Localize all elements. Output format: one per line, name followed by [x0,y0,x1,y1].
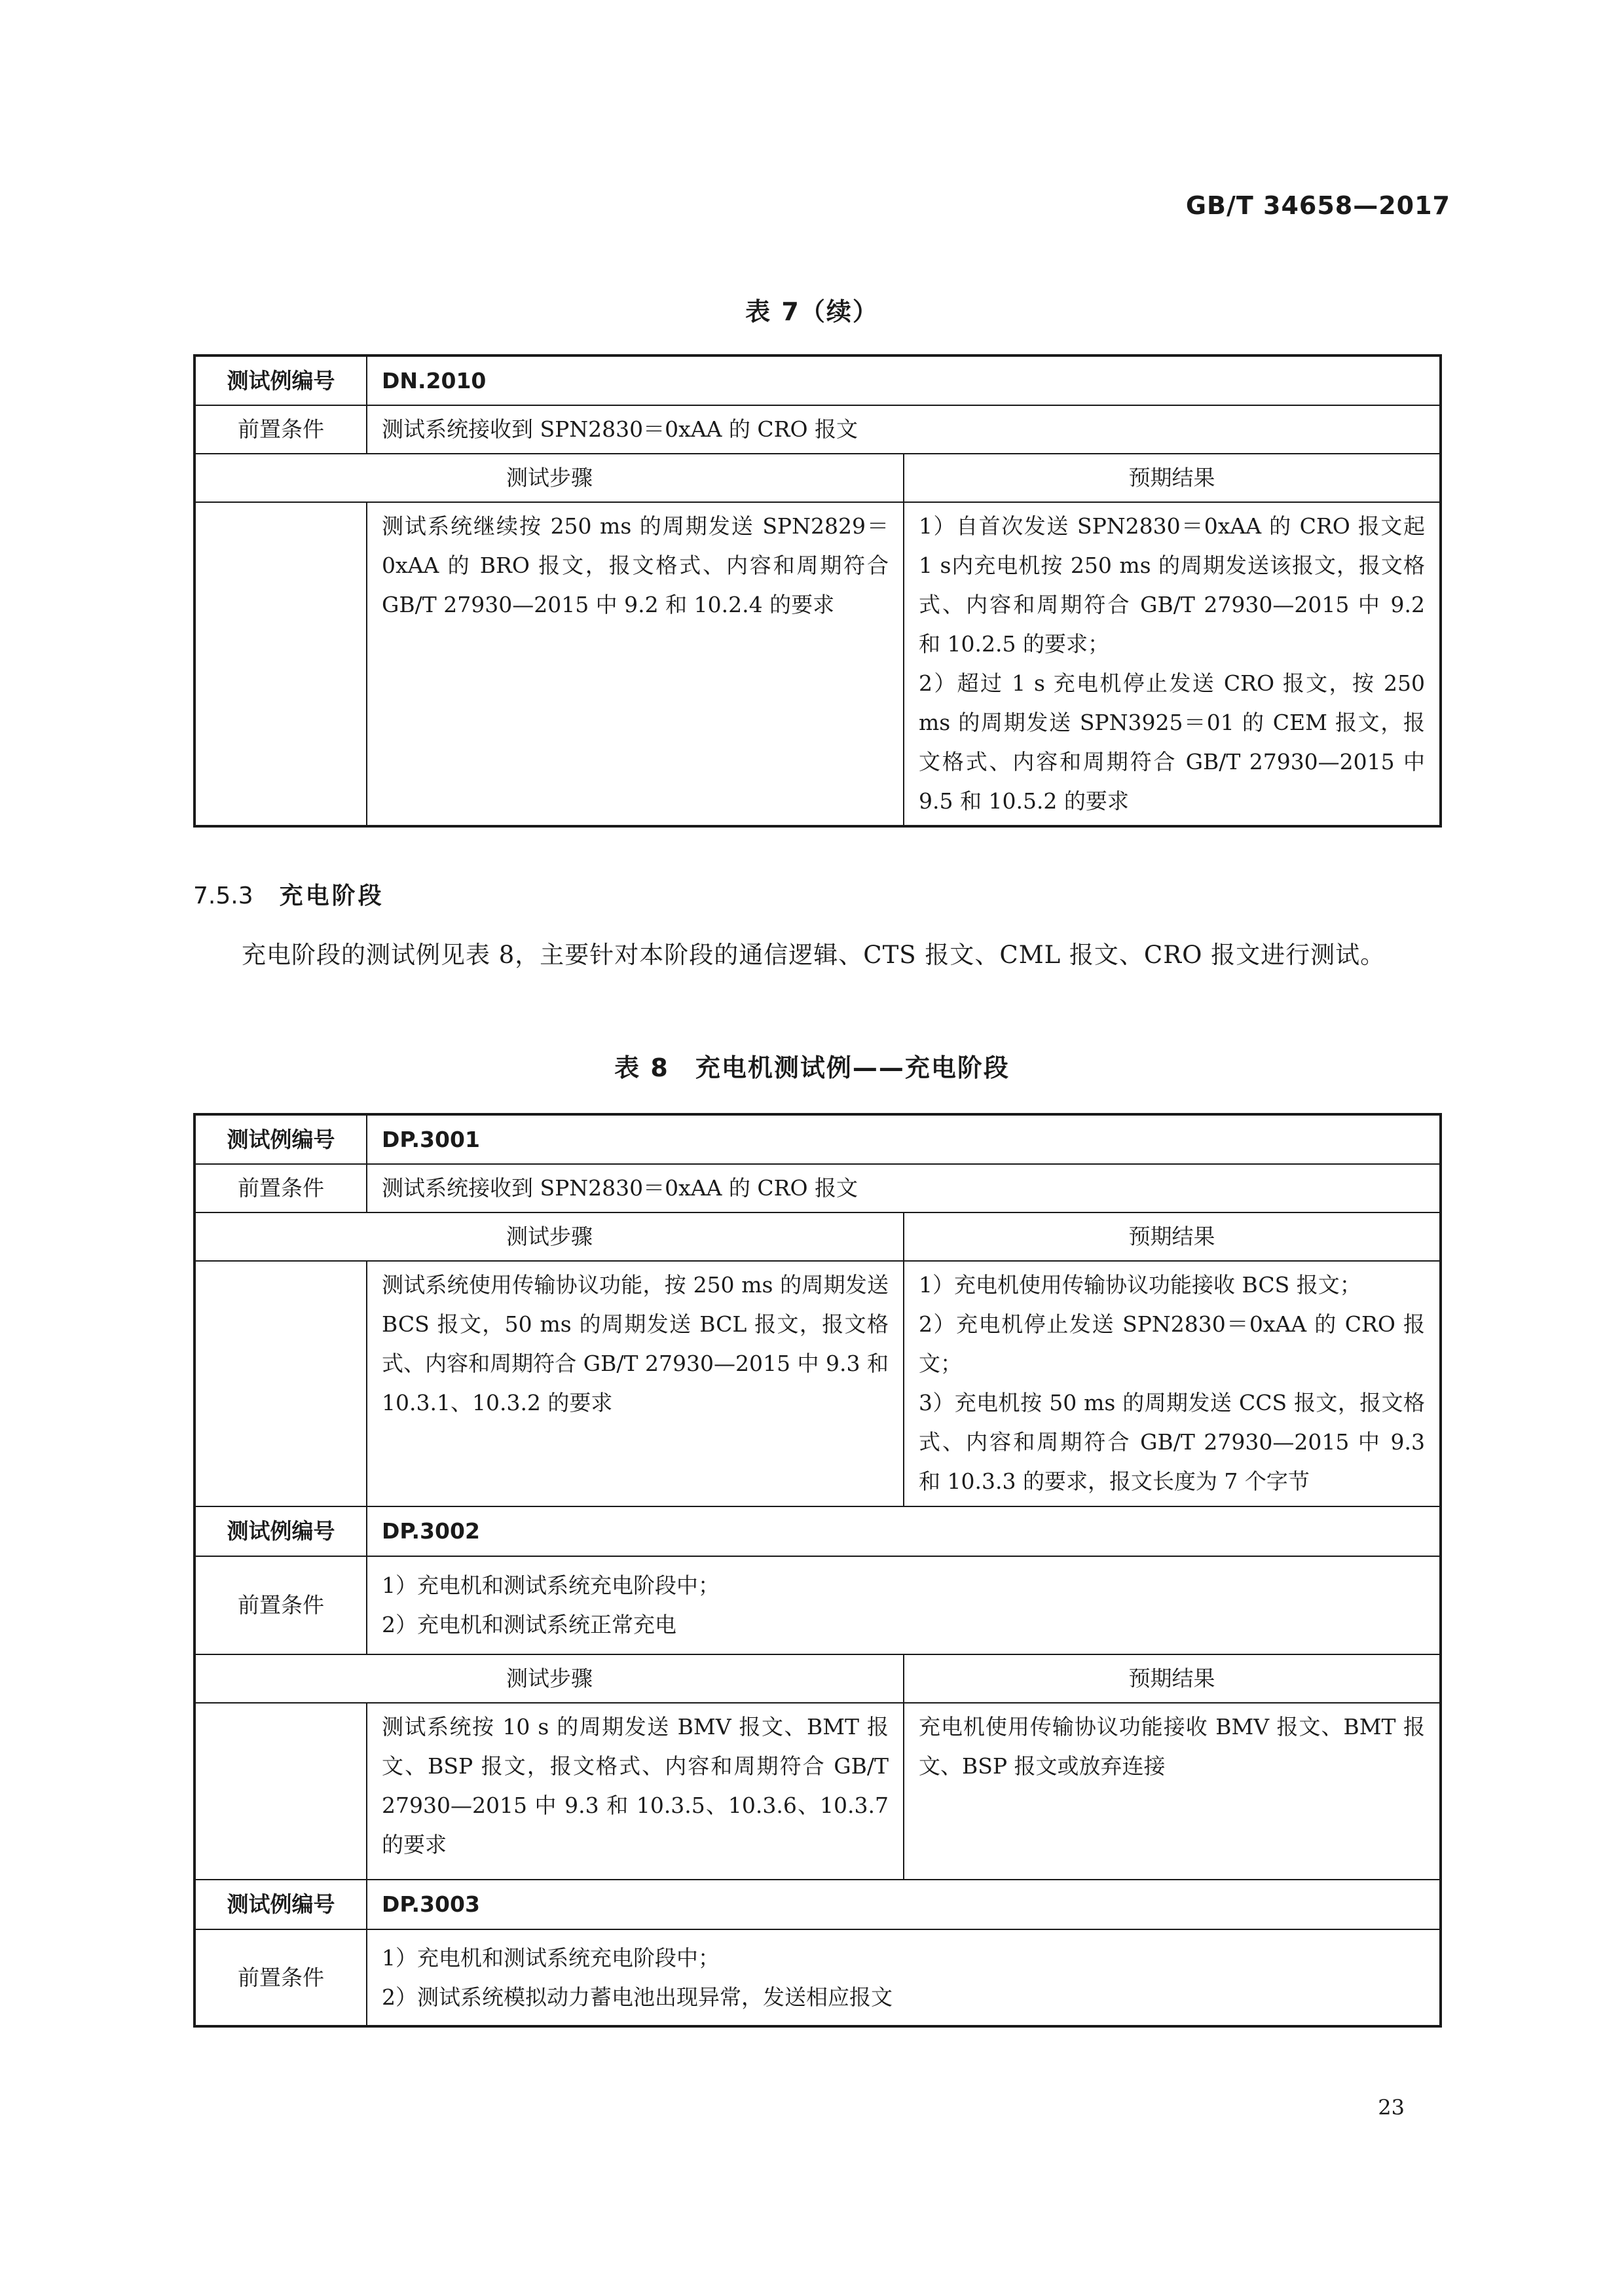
expected-item: 2）超过 1 s 充电机停止发送 CRO 报文，按 250 ms 的周期发送 SPN3925＝01 的 CEM 报文，报文格式、内容和周期符合 GB/T 27930—2015 中 9.5 和 10.5.2 的要求 [919,670,1425,814]
table-row [194,1212,1441,1261]
steps-label: 测试步骤 [194,1212,904,1261]
precondition [367,1556,1441,1654]
case-id: DP.3002 [367,1506,1441,1556]
table-row [194,454,1441,502]
case-id: DN.2010 [367,355,1441,405]
expected-item: 1）充电机使用传输协议功能接收 BCS 报文； [919,1272,1361,1298]
expected-item: 3）充电机按 50 ms 的周期发送 CCS 报文，报文格式、内容和周期符合 GB/T 27930—2015 中 9.3 和 10.3.3 的要求，报文长度为 7 个字节 [919,1390,1425,1494]
expected-results [904,1261,1441,1506]
empty-cell [194,1261,367,1506]
table-row [194,1654,1441,1703]
table-row [194,502,1441,826]
precondition: 测试系统接收到 SPN2830＝0xAA 的 CRO 报文 [367,1164,1441,1212]
table-row [194,405,1441,454]
table7 [193,354,1442,828]
expected-label: 预期结果 [904,454,1441,502]
precondition-item: 2）测试系统模拟动力蓄电池出现异常，发送相应报文 [382,1984,893,2010]
table8-caption: 表 8 充电机测试例——充电阶段 [614,1053,1010,1082]
precondition [367,1929,1441,2026]
precondition-label: 前置条件 [194,1164,367,1212]
case-id-label: 测试例编号 [194,1880,367,1929]
precondition-item: 2）充电机和测试系统正常充电 [382,1612,676,1637]
table-row [194,1929,1441,2026]
precondition-label: 前置条件 [194,405,367,454]
table-row [194,355,1441,405]
precondition: 测试系统接收到 SPN2830＝0xAA 的 CRO 报文 [367,405,1441,454]
steps-label: 测试步骤 [194,454,904,502]
page-number: 23 [1378,2095,1405,2120]
case-id: DP.3001 [367,1114,1441,1164]
section-paragraph: 充电阶段的测试例见表 8，主要针对本阶段的通信逻辑、CTS 报文、CML 报文、CRO 报文进行测试。 [242,941,1386,969]
expected-item: 1）自首次发送 SPN2830＝0xAA 的 CRO 报文起 1 s内充电机按 250 ms 的周期发送该报文，报文格式、内容和周期符合 GB/T 27930—2015 中 9.2 和 10.2.5 的要求； [919,513,1425,657]
precondition-label: 前置条件 [194,1929,367,2026]
case-id-label: 测试例编号 [194,1114,367,1164]
expected-results [904,502,1441,826]
table7-caption: 表 7（续） [745,297,879,326]
precondition-label: 前置条件 [194,1556,367,1654]
section-title: 充电阶段 [279,883,384,909]
table-row [194,1506,1441,1556]
table8 [193,1113,1442,2028]
table-row [194,1261,1441,1506]
case-id: DP.3003 [367,1880,1441,1929]
empty-cell [194,1703,367,1880]
test-steps: 测试系统继续按 250 ms 的周期发送 SPN2829＝0xAA 的 BRO 报文，报文格式、内容和周期符合 GB/T 27930—2015 中 9.2 和 10.2.4 的要求 [367,502,904,826]
precondition-item: 1）充电机和测试系统充电阶段中； [382,1944,720,1971]
table-row [194,1114,1441,1164]
standard-number: GB/T 34658—2017 [1185,191,1450,220]
case-id-label: 测试例编号 [194,1506,367,1556]
empty-cell [194,502,367,826]
test-steps: 测试系统使用传输协议功能，按 250 ms 的周期发送 BCS 报文，50 ms 的周期发送 BCL 报文，报文格式、内容和周期符合 GB/T 27930—2015 中 9.3 和 10.3.1、10.3.2 的要求 [367,1261,904,1506]
section-heading [193,877,384,911]
expected-label: 预期结果 [904,1654,1441,1703]
table-row [194,1164,1441,1212]
section-number: 7.5.3 [193,883,253,909]
test-steps: 测试系统按 10 s 的周期发送 BMV 报文、BMT 报文、BSP 报文，报文格式、内容和周期符合 GB/T 27930—2015 中 9.3 和 10.3.5、10.3.6、10.3.7 的要求 [367,1703,904,1880]
expected-label: 预期结果 [904,1212,1441,1261]
table-row [194,1703,1441,1880]
table-row [194,1880,1441,1929]
case-id-label: 测试例编号 [194,355,367,405]
steps-label: 测试步骤 [194,1654,904,1703]
expected-item: 2）充电机停止发送 SPN2830＝0xAA 的 CRO 报文； [919,1311,1425,1376]
table-row [194,1556,1441,1654]
expected-results: 充电机使用传输协议功能接收 BMV 报文、BMT 报文、BSP 报文或放弃连接 [904,1703,1441,1880]
precondition-item: 1）充电机和测试系统充电阶段中； [382,1573,720,1598]
